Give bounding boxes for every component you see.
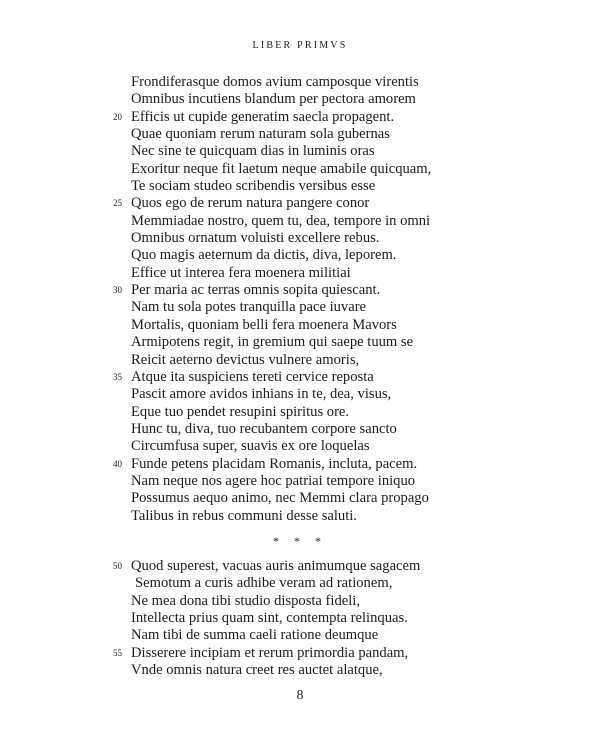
verse-text: Quae quoniam rerum naturam sola gubernas — [131, 126, 390, 143]
verse-text: Pascit amore avidos inhians in te, dea, visus, — [131, 386, 392, 403]
verse-line — [0, 558, 600, 575]
verse-section-2 — [0, 558, 600, 679]
running-title: LIBER PRIMVS — [252, 40, 348, 51]
verse-line — [0, 645, 600, 662]
verse-line — [0, 508, 600, 525]
verse-line — [0, 299, 600, 316]
verse-line — [0, 490, 600, 507]
verse-line — [0, 265, 600, 282]
verse-text: Nam tu sola potes tranquilla pace iuvare — [131, 299, 367, 316]
verse-text: Vnde omnis natura creet res auctet alatque, — [131, 662, 383, 679]
verse-line — [0, 109, 600, 126]
line-number: 25 — [113, 198, 122, 209]
verse-line — [0, 230, 600, 247]
verse-text: Talibus in rebus communi desse saluti. — [131, 507, 357, 524]
verse-text: Disserere incipiam et rerum primordia pandam, — [131, 644, 409, 661]
verse-line — [0, 143, 600, 160]
verse-text: Memmiadae nostro, quem tu, dea, tempore in omni — [131, 212, 431, 229]
line-number: 55 — [113, 647, 122, 658]
verse-line — [0, 213, 600, 230]
verse-text: Armipotens regit, in gremium qui saepe tuum se — [131, 334, 414, 351]
verse-text: Mortalis, quoniam belli fera moenera Mavors — [131, 316, 397, 333]
verse-text: Possumus aequo animo, nec Memmi clara propago — [131, 490, 429, 507]
verse-text: Nam tibi de summa caeli ratione deumque — [131, 627, 379, 644]
verse-line — [0, 247, 600, 264]
verse-line — [0, 74, 600, 91]
verse-line — [0, 161, 600, 178]
verse-text: Ne mea dona tibi studio disposta fideli, — [131, 592, 361, 609]
verse-text: Funde petens placidam Romanis, incluta, pacem. — [131, 455, 418, 472]
verse-text: Atque ita suspiciens tereti cervice reposta — [131, 368, 374, 385]
verse-text: Intellecta prius quam sint, contempta relinquas. — [131, 610, 408, 627]
verse-text: Semotum a curis adhibe veram ad rationem, — [135, 575, 393, 592]
verse-line — [0, 421, 600, 438]
verse-text: Omnibus ornatum voluisti excellere rebus. — [131, 230, 380, 247]
verse-text: Effice ut interea fera moenera militiai — [131, 264, 351, 281]
verse-text: Nam neque nos agere hoc patriai tempore iniquo — [131, 472, 416, 489]
line-number: 30 — [113, 285, 122, 296]
verse-line — [0, 456, 600, 473]
verse-text: Exoritur neque fit laetum neque amabile quicquam, — [131, 160, 432, 177]
verse-line — [0, 369, 600, 386]
verse-text: Quos ego de rerum natura pangere conor — [131, 195, 370, 212]
verse-text: Eque tuo pendet resupini spiritus ore. — [131, 403, 350, 420]
verse-text: Nec sine te quicquam dias in luminis oras — [131, 143, 375, 160]
verse-line — [0, 404, 600, 421]
line-number: 35 — [113, 371, 122, 382]
verse-line — [0, 317, 600, 334]
verse-line — [0, 662, 600, 679]
verse-line — [0, 438, 600, 455]
verse-text: Hunc tu, diva, tuo recubantem corpore sancto — [131, 420, 397, 437]
verse-text: Frondiferasque domos avium camposque virentis — [131, 74, 419, 90]
verse-text: Quod superest, vacuas auris animumque sagacem — [131, 558, 421, 574]
verse-text: Circumfusa super, suavis ex ore loquelas — [131, 438, 370, 455]
line-number: 40 — [113, 458, 122, 469]
verse-text: Per maria ac terras omnis sopita quiescant. — [131, 282, 381, 299]
line-number: 50 — [113, 561, 122, 571]
verse-text: Te sociam studeo scribendis versibus esse — [131, 178, 376, 195]
verse-line — [0, 610, 600, 627]
verse-section-1 — [0, 74, 600, 525]
section-separator: * * * — [273, 534, 327, 548]
verse-text: Omnibus incutiens blandum per pectora amorem — [131, 91, 416, 108]
verse-line — [0, 334, 600, 351]
verse-line — [0, 282, 600, 299]
verse-text: Efficis ut cupide generatim saecla propagent. — [131, 108, 395, 125]
verse-line — [0, 91, 600, 108]
verse-line — [0, 593, 600, 610]
verse-line — [0, 195, 600, 212]
verse-line — [0, 575, 600, 592]
verse-line — [0, 473, 600, 490]
line-number: 20 — [113, 111, 122, 122]
verse-text: Quo magis aeternum da dictis, diva, leporem. — [131, 247, 397, 264]
verse-line — [0, 386, 600, 403]
verse-line — [0, 352, 600, 369]
verse-line — [0, 126, 600, 143]
verse-line — [0, 627, 600, 644]
verse-line — [0, 178, 600, 195]
verse-text: Reicit aeterno devictus vulnere amoris, — [131, 351, 360, 368]
page-number: 8 — [296, 688, 304, 703]
